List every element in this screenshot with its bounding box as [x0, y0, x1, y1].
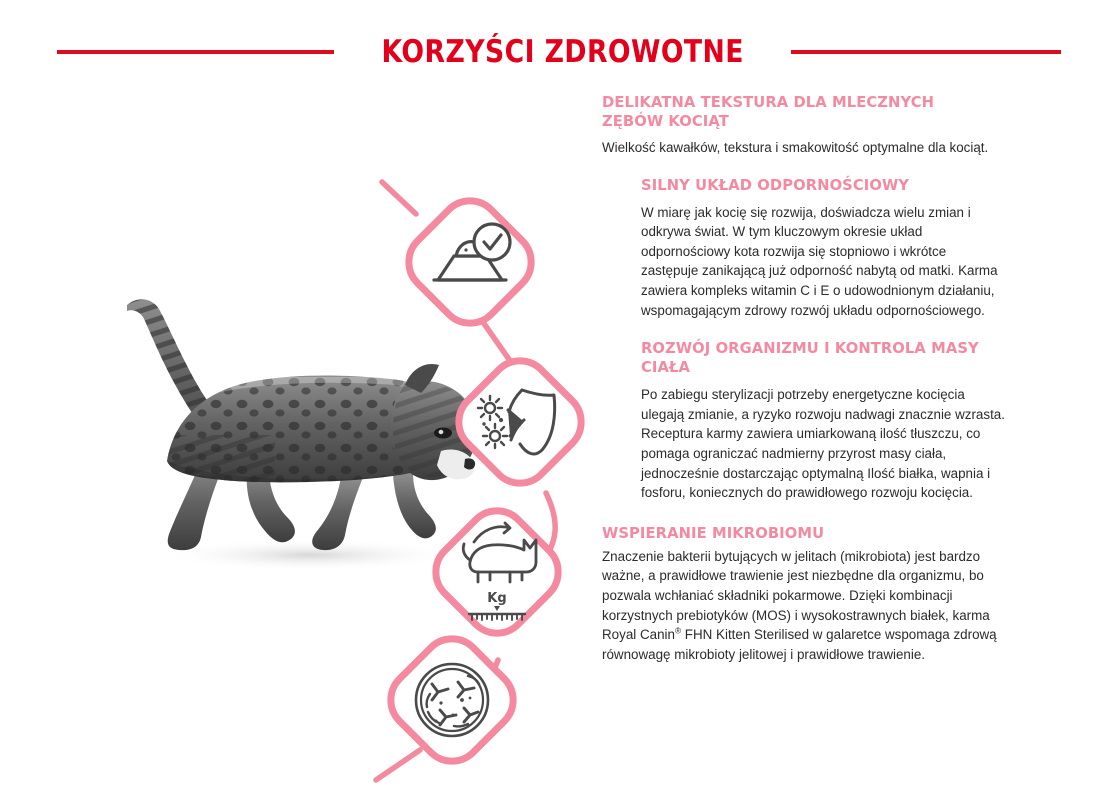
- benefit-section-weight: [602, 339, 1006, 503]
- benefit-badge-chain: [370, 170, 600, 790]
- badge-immunity-shield[interactable]: [446, 348, 593, 495]
- section-heading: DELIKATNA TEKSTURA DLA MLECZNYCH ZĘBÓW KOCIĄT: [602, 93, 935, 130]
- title-rule-right: [791, 50, 1061, 54]
- badge-microbiome[interactable]: [378, 626, 525, 773]
- section-body: [602, 547, 1006, 665]
- badge-frame: [378, 626, 525, 773]
- title-rule-left: [57, 50, 334, 54]
- scale-unit-label: Kg: [487, 591, 507, 606]
- section-body-part2: FHN Kitten Sterilised w galaretce wspomaga zdrową równowagę mikrobioty jelitowej i prawidłowe trawienie.: [602, 627, 997, 662]
- section-body: Wielkość kawałków, tekstura i smakowitość optymalne dla kociąt.: [602, 140, 989, 155]
- page-header: [0, 28, 1118, 76]
- benefit-section-immunity: [602, 176, 1006, 321]
- badge-weight-scale[interactable]: [423, 498, 570, 645]
- benefits-content: [602, 93, 1006, 664]
- page-title: KORZYŚCI ZDROWOTNE: [381, 34, 744, 70]
- section-body: Po zabiegu sterylizacji potrzeby energetyczne kocięcia ulegają zmianie, a ryzyko rozwoju nadwagi znacznie wzrasta. Receptura karmy zawiera umiarkowaną ilość tłuszczu, co pomaga ograniczać nadmierny przyrost masy ciała, jednocześnie dostarczając optymalną Ilość białka, wapnia i fosforu, koniecznych do prawidłowego rozwoju kocięcia.: [641, 387, 1005, 501]
- benefit-section-texture: [602, 93, 1006, 158]
- benefit-section-microbiome: [602, 524, 1006, 665]
- section-heading: ROZWÓJ ORGANIZMU I KONTROLA MASY CIAŁA: [641, 339, 979, 377]
- registered-trademark-mark: ®: [674, 625, 682, 636]
- section-heading: WSPIERANIE MIKROBIOMU: [602, 523, 825, 542]
- badge-food-bowl-check[interactable]: [396, 188, 543, 335]
- section-body-part1: Znaczenie bakterii bytujących w jelitach (mikrobiota) jest bardzo ważne, a prawidłowe trawienie jest niezbędne dla organizmu, bo pozwala wchłaniać składniki pokarmowe. Dzięki kombinacji korzystnych prebiotyków (MOS) i wysokostrawnych białek, karma Royal Canin: [602, 548, 990, 643]
- visual-column: [0, 80, 600, 780]
- section-heading: SILNY UKŁAD ODPORNOŚCIOWY: [641, 175, 910, 194]
- section-body: W miarę jak kocię się rozwija, doświadcza wielu zmian i odkrywa świat. W tym kluczowym okresie układ odpornościowy kota rozwija się stopniowo i wkrótce zastępuje zanikającą już odporność nabytą od matki. Karma zawiera kompleks witamin C i E o udowodnionym działaniu, wspomagającym zdrowy rozwój układu odpornościowego.: [641, 204, 998, 318]
